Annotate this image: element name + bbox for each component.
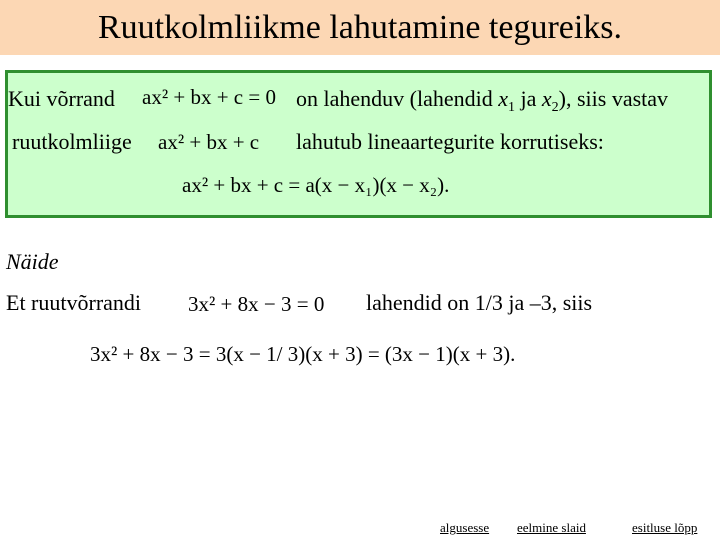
box-line1-start: Kui võrrand: [8, 86, 115, 111]
example-heading: Näide: [6, 249, 59, 274]
box-line2-end: lahutub lineaartegurite korrutiseks:: [296, 129, 604, 154]
example-factorization-equation: 3x² + 8x − 3 = 3(x − 1/ 3)(x + 3) = (3x − 1)(x + 3).: [90, 342, 516, 366]
example-line1-end: lahendid on 1/3 ja –3, siis: [366, 290, 593, 315]
box-equation-1: ax² + bx + c = 0: [142, 85, 276, 109]
slide-title: Ruutkolmliikme lahutamine tegureiks.: [97, 8, 623, 46]
example-line1-start: Et ruutvõrrandi: [6, 290, 142, 315]
nav-previous-slide-link[interactable]: eelmine slaid: [517, 520, 586, 535]
nav-home-link[interactable]: algusesse: [440, 520, 490, 535]
example-equation-1: 3x² + 8x − 3 = 0: [188, 292, 325, 316]
nav-end-presentation-link[interactable]: esitluse lõpp: [632, 520, 698, 535]
box-expression-2: ax² + bx + c: [158, 130, 260, 154]
slide-title-bar: [0, 0, 720, 55]
box-factorization-equation: ax² + bx + c = a(x − x₁)(x − x₂).: [182, 173, 450, 197]
box-line2-start: ruutkolmliige: [12, 129, 132, 154]
box-line1-text: on lahenduv (lahendid $x_1$ ja $x_2$), siis vastav: [296, 86, 669, 115]
